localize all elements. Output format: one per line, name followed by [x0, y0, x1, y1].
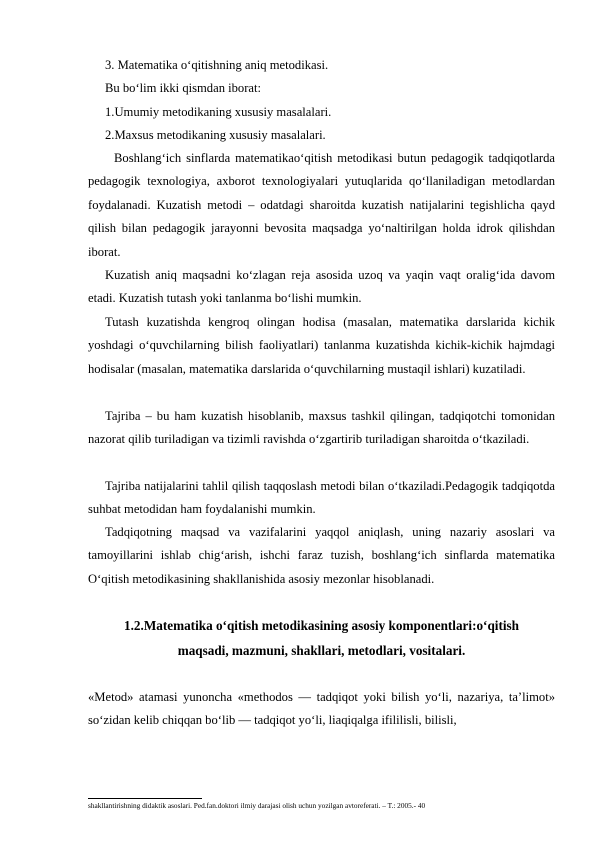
section-heading-line-1: 1.2.Matematika o‘qitish metodikasining asosiy komponentlari:o‘qitish	[124, 618, 519, 633]
footnote-divider	[88, 798, 202, 799]
paragraph-continuous-observation: Tutash kuzatishda kengroq olingan hodisa (masalan, matematika darslarida kichik yoshdagi o‘quvchilarning bilish faoliyatlari) tanlanma kuzatishda kichik-kichik hajmdagi hodisalar (masalan, matematika darslarida o‘quvchilarning mustaqil ishlari) kuzatiladi.	[88, 315, 555, 376]
paragraph-list-item-2: 2.Maxsus metodikaning xususiy masalalari.	[105, 128, 326, 142]
paragraph-observation-method: Boshlang‘ich sinflarda matematikao‘qitish metodikasi butun pedagogik tadqiqotlarda pedagogik texnologiya, axborot texnologiyalari yutuqlarida qo‘llaniladigan metodlardan foydalanadi. Kuzatish metodi – odatdagi sharoitda kuzatish natijalarini tegishlicha qayd qilish bilan pedagogik jarayonni bevosita maqsadga yo‘naltirilgan holda idrok qilishdan iborat.	[88, 151, 555, 259]
paragraph-experiment-analysis: Tajriba natijalarini tahlil qilish taqqoslash metodi bilan o‘tkaziladi.Pedagogik tadqiqotda suhbat metodidan ham foydalanishi mumkin.	[88, 479, 555, 517]
footnote-text: shakllantirishning didaktik asoslari. Ped.fan.doktori ilmiy darajasi olish uchun yozilgan avtoreferati. – T.: 2005.- 40	[88, 801, 426, 810]
paragraph-experiment: Tajriba – bu ham kuzatish hisoblanib, maxsus tashkil qilingan, tadqiqotchi tomonidan nazorat qilib turiladigan va tizimli ravishda o‘zgartirib turiladigan sharoitda o‘tkaziladi.	[88, 409, 555, 447]
section-heading-line-2: maqsadi, mazmuni, shakllari, metodlari, vositalari.	[177, 643, 466, 658]
paragraph-observation-plan: Kuzatish aniq maqsadni ko‘zlagan reja asosida uzoq va yaqin vaqt oralig‘ida davom etadi. Kuzatish tutash yoki tanlanma bo‘lishi mumkin.	[88, 268, 555, 306]
paragraph-research-goals: Tadqiqotning maqsad va vazifalarini yaqqol aniqlash, uning nazariy asoslari va tamoyillarini ishlab chig‘arish, ishchi faraz tuzish, boshlang‘ich sinflarda matematika O‘qitish metodikasining shakllanishida asosiy mezonlar hisoblanadi.	[88, 525, 555, 586]
paragraph-list-item-1: 1.Umumiy metodikaning xususiy masalalari.	[105, 105, 332, 119]
paragraph-section-3-title: 3. Matematika o‘qitishning aniq metodikasi.	[105, 58, 329, 72]
paragraph-method-definition: «Metod» atamasi yunoncha «methodos — tadqiqot yoki bilish yo‘li, nazariya, ta’limot» so‘zidan kelib chiqqan bo‘lib — tadqiqot yo‘li, liaqiqalga ifililisli, bilisli,	[88, 690, 555, 728]
paragraph-two-parts: Bu bo‘lim ikki qismdan iborat:	[105, 81, 262, 95]
